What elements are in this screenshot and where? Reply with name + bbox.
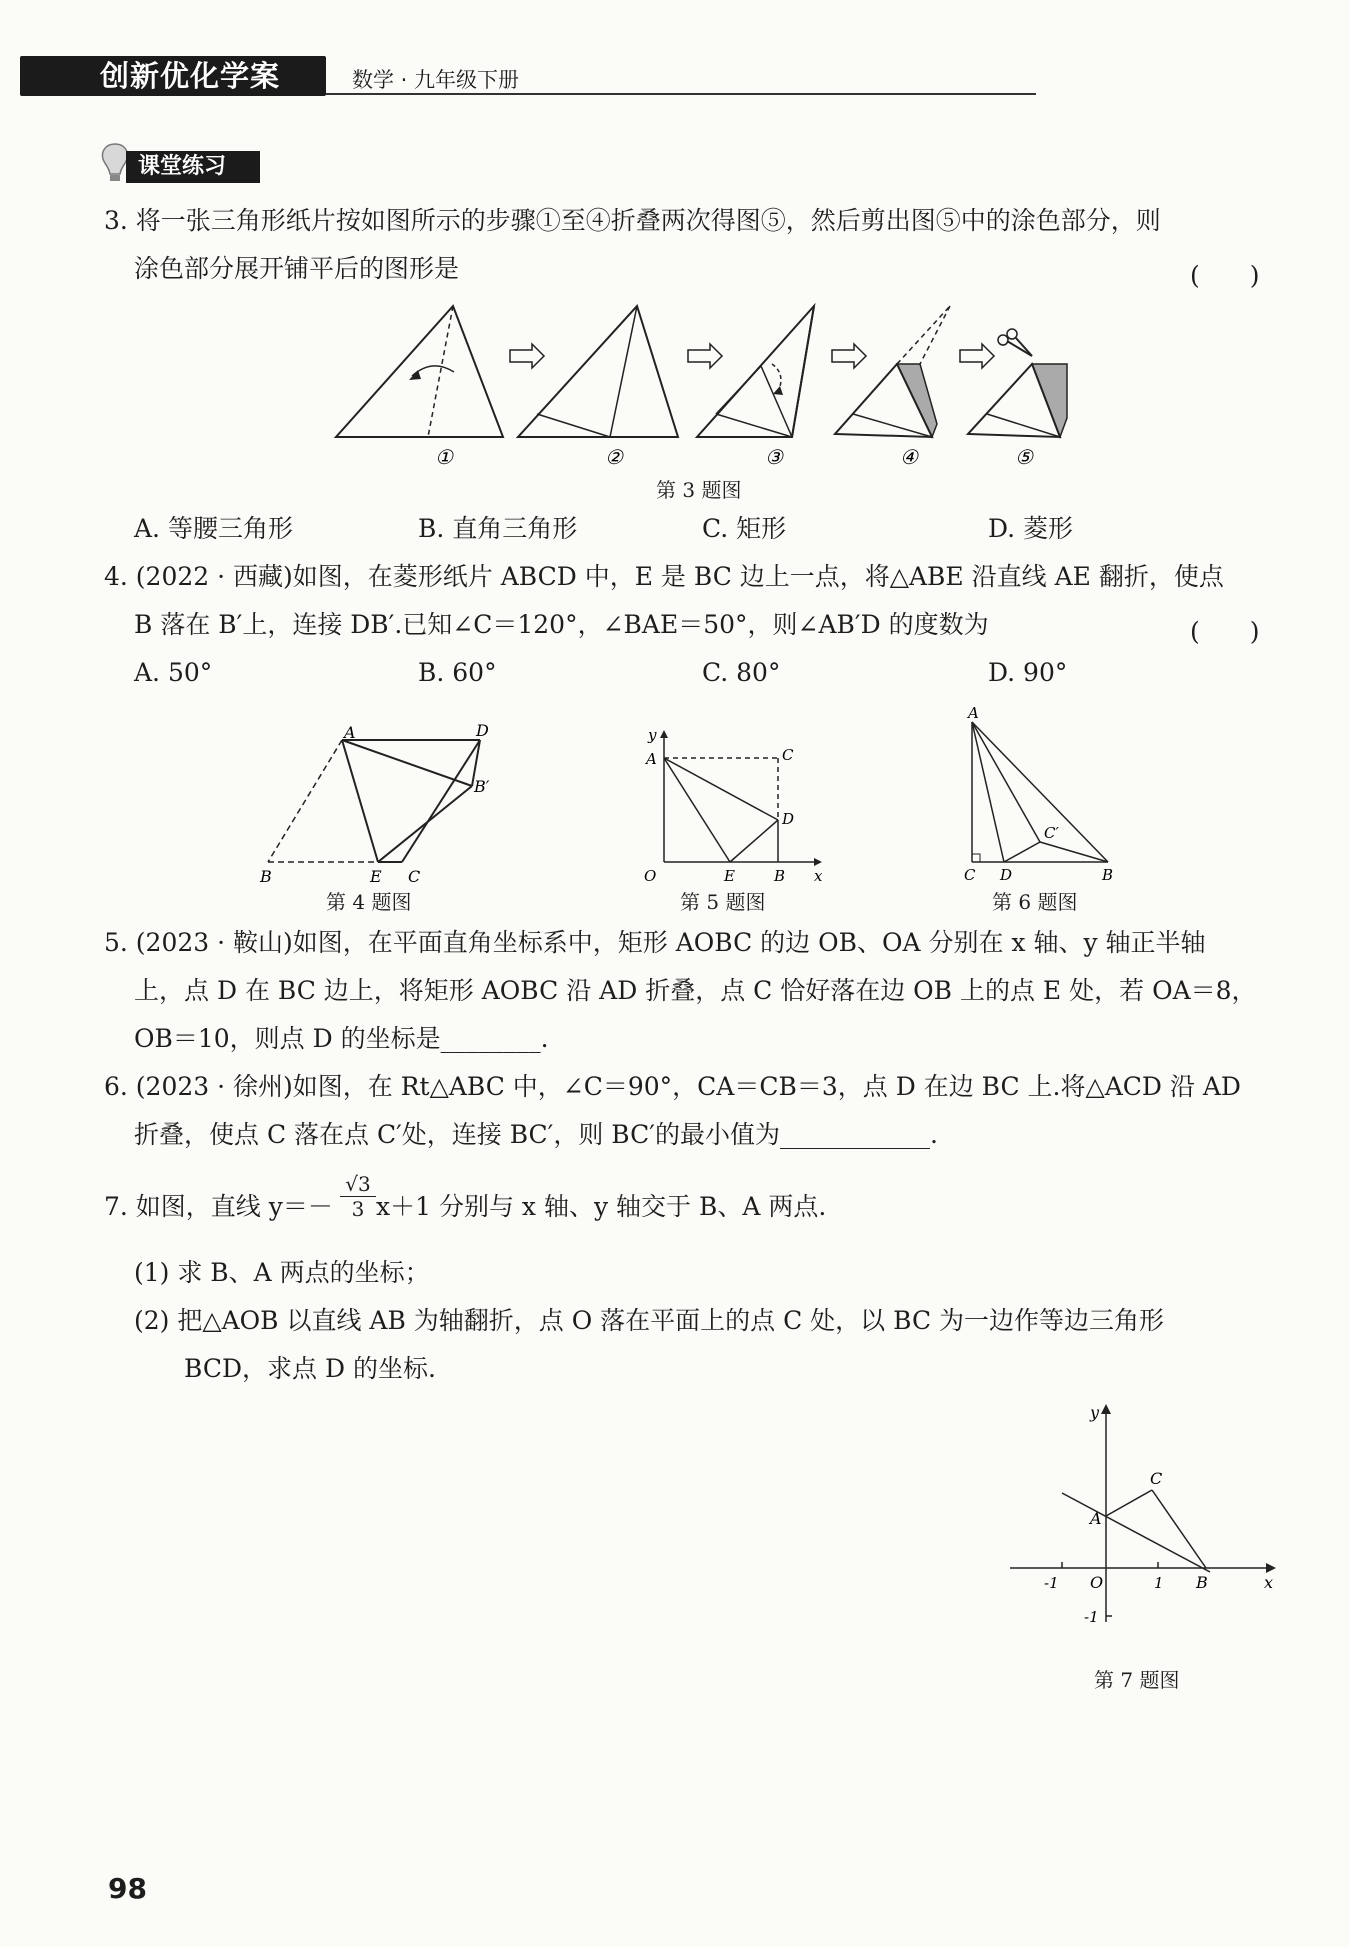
fig5-label-o: O bbox=[644, 867, 657, 885]
fig6-label-a: A bbox=[968, 704, 979, 722]
fig4-label-c: C bbox=[408, 867, 421, 886]
q3-step-label-2: ② bbox=[605, 445, 623, 466]
q7-fraction bbox=[340, 1172, 376, 1221]
q4-option-c: C. 80° bbox=[702, 658, 781, 687]
q5-caption: 第 5 题图 bbox=[680, 890, 766, 914]
q3-option-d: D. 菱形 bbox=[988, 514, 1074, 543]
fig4-label-b-prime: B′ bbox=[474, 777, 490, 796]
fig4-label-b: B bbox=[260, 867, 272, 886]
fig6-label-b: B bbox=[1102, 866, 1114, 884]
q3-line2: 涂色部分展开铺平后的图形是 bbox=[134, 254, 460, 283]
fig5-label-x: x bbox=[814, 867, 823, 885]
fig7-label-y: y bbox=[1090, 1403, 1100, 1422]
q7-figure bbox=[1006, 1396, 1282, 1626]
fig5-label-b: B bbox=[774, 867, 786, 885]
q4-figure bbox=[250, 716, 510, 886]
q4-option-d: D. 90° bbox=[988, 658, 1068, 687]
q6-line1: 6. (2023 · 徐州)如图，在 Rt△ABC 中，∠C＝90°，CA＝CB＝3，点 D 在边 BC 上.将△ACD 沿 AD bbox=[104, 1072, 1241, 1101]
q3-option-b: B. 直角三角形 bbox=[418, 514, 578, 543]
q3-step-label-4: ④ bbox=[900, 445, 918, 466]
q5-line2: 上，点 D 在 BC 边上，将矩形 AOBC 沿 AD 折叠，点 C 恰好落在边 OB 上的点 E 处，若 OA＝8， bbox=[134, 976, 1257, 1005]
fig7-label-neg1-x: -1 bbox=[1044, 1574, 1059, 1592]
fig4-label-a: A bbox=[344, 723, 356, 742]
q3-step-label-5: ⑤ bbox=[1015, 445, 1033, 466]
q4-line2: B 落在 B′上，连接 DB′.已知∠C＝120°，∠BAE＝50°，则∠AB′D 的度数为 bbox=[134, 610, 989, 639]
q4-line1: 4. (2022 · 西藏)如图，在菱形纸片 ABCD 中，E 是 BC 边上一点，将△ABE 沿直线 AE 翻折，使点 bbox=[104, 562, 1224, 591]
q7-sub2-line2: BCD，求点 D 的坐标. bbox=[184, 1354, 436, 1383]
fig5-label-y: y bbox=[648, 726, 657, 744]
fig6-label-c-prime: C′ bbox=[1044, 824, 1059, 842]
q6-figure bbox=[960, 702, 1120, 886]
q5-line3: OB＝10，则点 D 的坐标是________. bbox=[134, 1024, 549, 1053]
fig4-label-e: E bbox=[370, 867, 382, 886]
q3-line1: 3. 将一张三角形纸片按如图所示的步骤①至④折叠两次得图⑤，然后剪出图⑤中的涂色部分，则 bbox=[104, 206, 1161, 235]
q3-step5-triangle bbox=[968, 364, 1067, 437]
q3-step-label-1: ① bbox=[435, 445, 453, 466]
q6-line2: 折叠，使点 C 落在点 C′处，连接 BC′，则 BC′的最小值为____________. bbox=[134, 1120, 938, 1149]
q7-fraction-denominator: 3 bbox=[351, 1197, 365, 1221]
q7-fraction-numerator: √3 bbox=[340, 1172, 376, 1197]
arrow-right-icon bbox=[510, 344, 544, 368]
q3-caption: 第 3 题图 bbox=[656, 478, 742, 502]
q6-caption: 第 6 题图 bbox=[992, 890, 1078, 914]
fig7-label-neg1-y: -1 bbox=[1084, 1608, 1099, 1626]
page-number: 98 bbox=[108, 1872, 147, 1905]
section-title: 课堂练习 bbox=[126, 151, 260, 183]
q3-step2-triangle bbox=[518, 306, 678, 437]
q4-caption: 第 4 题图 bbox=[326, 890, 412, 914]
header-rule bbox=[326, 93, 1036, 95]
fig6-label-c: C bbox=[964, 866, 976, 884]
fig7-label-c: C bbox=[1150, 1469, 1163, 1488]
fig7-label-1: 1 bbox=[1154, 1574, 1164, 1592]
q4-answer-paren: ( ) bbox=[1190, 617, 1260, 646]
q3-step-label-3: ③ bbox=[765, 445, 783, 466]
q7-sub1: (1) 求 B、A 两点的坐标； bbox=[134, 1258, 430, 1287]
subject-label: 数学 · 九年级下册 bbox=[352, 68, 520, 92]
fig7-label-a: A bbox=[1090, 1509, 1102, 1528]
q3-figure bbox=[320, 296, 1090, 466]
fig7-label-x: x bbox=[1264, 1573, 1274, 1592]
arrow-right-icon bbox=[688, 344, 722, 368]
fig6-label-d: D bbox=[1000, 866, 1013, 884]
q7-intro-b: x＋1 分别与 x 轴、y 轴交于 B、A 两点. bbox=[376, 1192, 827, 1221]
q3-option-c: C. 矩形 bbox=[702, 514, 787, 543]
q5-line1: 5. (2023 · 鞍山)如图，在平面直角坐标系中，矩形 AOBC 的边 OB、OA 分别在 x 轴、y 轴正半轴 bbox=[104, 928, 1206, 957]
q3-step4-triangle bbox=[835, 306, 950, 437]
fig7-label-o: O bbox=[1090, 1573, 1104, 1592]
q3-step3-triangle bbox=[697, 306, 814, 437]
scissors-icon bbox=[998, 329, 1032, 356]
q3-option-a: A. 等腰三角形 bbox=[134, 514, 293, 543]
q3-step1-triangle bbox=[336, 306, 503, 437]
q7-intro-a: 7. 如图，直线 y＝－ bbox=[104, 1192, 333, 1221]
fig5-label-d: D bbox=[782, 810, 795, 828]
arrow-right-icon bbox=[832, 344, 866, 368]
fig5-label-c: C bbox=[782, 746, 794, 764]
arrow-right-icon bbox=[960, 344, 994, 368]
fig4-label-d: D bbox=[476, 721, 489, 740]
q7-caption: 第 7 题图 bbox=[1094, 1668, 1180, 1692]
fig5-label-e: E bbox=[724, 867, 735, 885]
q4-option-a: A. 50° bbox=[134, 658, 213, 687]
q5-figure bbox=[630, 726, 830, 886]
fig5-label-a: A bbox=[646, 750, 657, 768]
q4-option-b: B. 60° bbox=[418, 658, 497, 687]
q3-answer-paren: ( ) bbox=[1190, 261, 1260, 290]
fig7-label-b: B bbox=[1196, 1573, 1208, 1592]
q7-sub2-line1: (2) 把△AOB 以直线 AB 为轴翻折，点 O 落在平面上的点 C 处，以 BC 为一边作等边三角形 bbox=[134, 1306, 1165, 1335]
book-brand: 创新优化学案 bbox=[100, 59, 281, 93]
